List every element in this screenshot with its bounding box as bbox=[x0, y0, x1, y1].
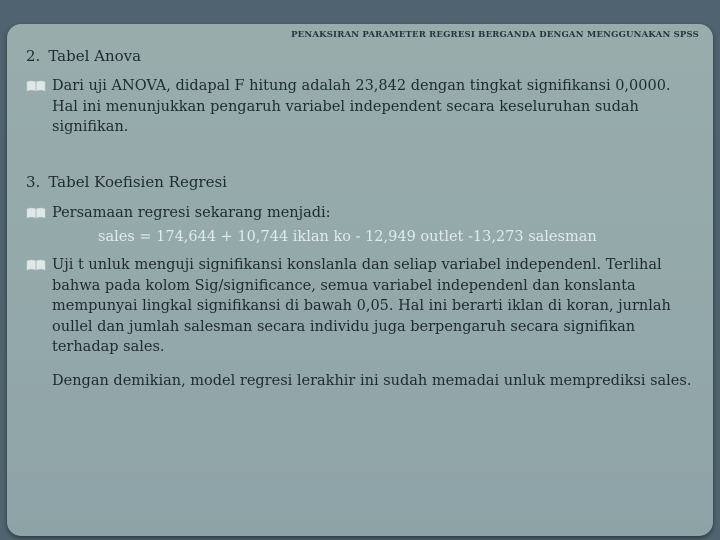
bullet-regression-equation bbox=[26, 203, 686, 224]
section-heading-koefisien bbox=[26, 173, 227, 191]
bullet-text: Persamaan regresi sekarang menjadi: bbox=[52, 205, 331, 221]
bullet-t-test bbox=[26, 255, 686, 358]
book-bullet-icon bbox=[26, 206, 46, 220]
section-number: 2. bbox=[26, 47, 41, 65]
bullet-text: Uji t unluk menguji signifikansi konslanla dan seliap variabel independenl. Terlihal bahwa pada kolom Sig/significance, semua variabel independenl dan konslanta mempunyai lingkal signifikansi di bawah 0,05. Hal ini berarti iklan di koran, jurnlah oullel dan jumlah salesman secara individu juga berpengaruh secara signifikan terhadap sales. bbox=[52, 257, 671, 355]
slide-title: PENAKSIRAN PARAMETER REGRESI BERGANDA DENGAN MENGGUNAKAN SPSS bbox=[291, 30, 699, 40]
conclusion-paragraph: Dengan demikian, model regresi lerakhir ini sudah memadai unluk memprediksi sales. bbox=[52, 373, 692, 389]
book-bullet-icon bbox=[26, 79, 46, 93]
section-number: 3. bbox=[26, 173, 41, 191]
section-heading-label: Tabel Koefisien Regresi bbox=[48, 173, 227, 191]
bullet-text: Dari uji ANOVA, didapal F hitung adalah 23,842 dengan tingkat signifikansi 0,0000. Hal ini menunjukkan pengaruh variabel independent secara keseluruhan sudah signifikan. bbox=[52, 78, 671, 135]
section-heading-label: Tabel Anova bbox=[48, 47, 142, 65]
book-bullet-icon bbox=[26, 258, 46, 272]
bullet-anova-result bbox=[26, 76, 686, 138]
section-heading-anova bbox=[26, 47, 141, 65]
regression-equation: sales = 174,644 + 10,744 iklan ko - 12,949 outlet -13,273 salesman bbox=[98, 229, 597, 245]
